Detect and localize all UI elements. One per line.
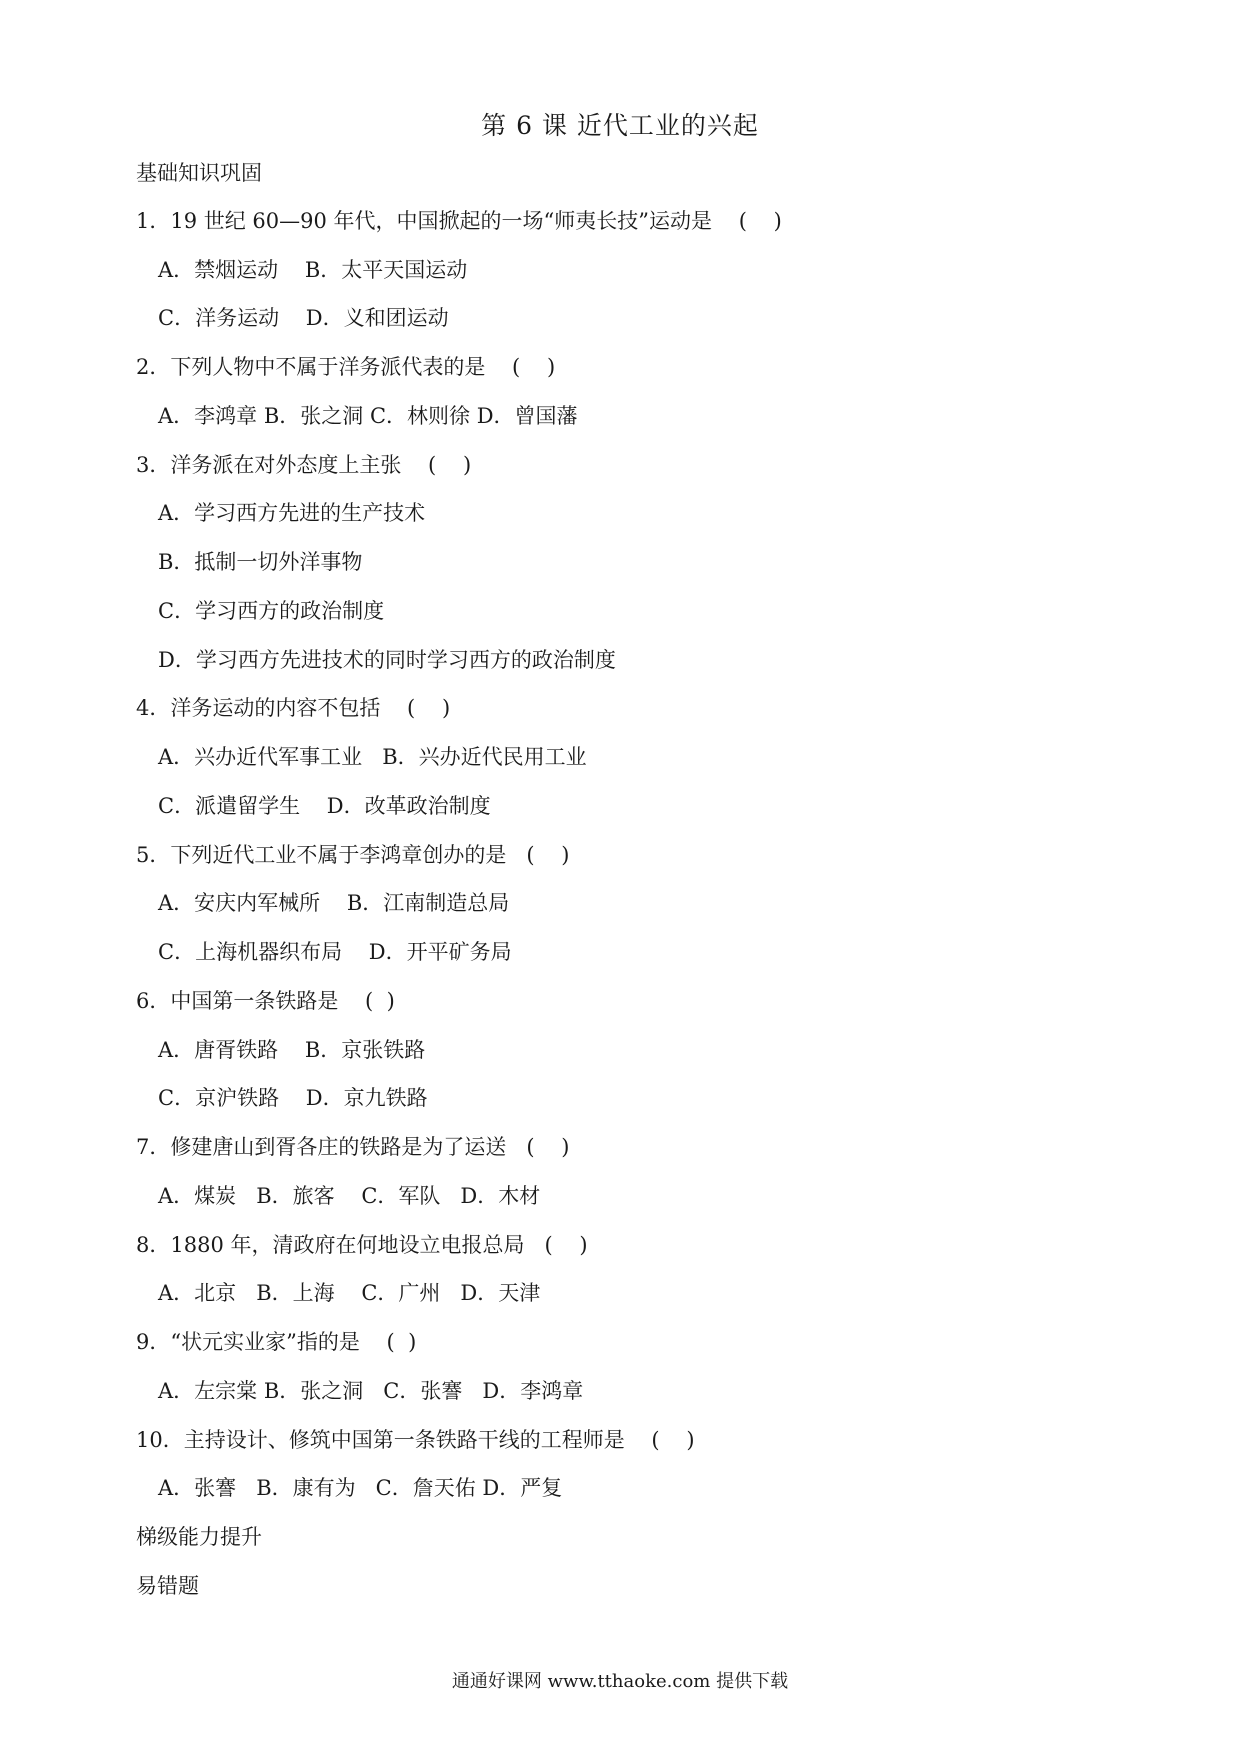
question-options: C．学习西方的政治制度 [158,599,385,623]
question-options: C．派遣留学生 D．改革政治制度 [158,794,491,818]
question-options: A．李鸿章 B．张之洞 C．林则徐 D．曾国藩 [158,404,578,428]
question-stem: 7．修建唐山到胥各庄的铁路是为了运送 ( ) [136,1135,570,1159]
question-stem: 8．1880 年，清政府在何地设立电报总局 ( ) [136,1233,588,1257]
question-options: A．北京 B．上海 C．广州 D．天津 [158,1281,541,1305]
question-options: A．煤炭 B．旅客 C．军队 D．木材 [158,1184,541,1208]
question-stem: 6．中国第一条铁路是 ( ) [136,989,395,1013]
page-footer: 通通好课网 www.tthaoke.com 提供下载 [451,1671,789,1692]
section-heading-advanced: 梯级能力提升 [136,1525,262,1549]
question-stem: 1．19 世纪 60—90 年代，中国掀起的一场“师夷长技”运动是 ( ) [136,209,782,233]
question-options: C．洋务运动 D．义和团运动 [158,306,449,330]
question-stem: 9．“状元实业家”指的是 ( ) [136,1330,417,1354]
question-options: A．禁烟运动 B．太平天国运动 [158,258,468,282]
question-options: A．张謇 B．康有为 C．詹天佑 D．严复 [158,1476,563,1500]
question-options: A．左宗棠 B．张之洞 C．张謇 D．李鸿章 [158,1379,584,1403]
question-stem: 5．下列近代工业不属于李鸿章创办的是 ( ) [136,843,570,867]
question-stem: 10．主持设计、修筑中国第一条铁路干线的工程师是 ( ) [136,1428,695,1452]
lesson-title: 第 6 课 近代工业的兴起 [481,111,759,140]
question-options: C．京沪铁路 D．京九铁路 [158,1086,428,1110]
question-options: B．抵制一切外洋事物 [158,550,363,574]
question-options: C．上海机器织布局 D．开平矿务局 [158,940,512,964]
question-stem: 4．洋务运动的内容不包括 ( ) [136,696,451,720]
question-options: A．学习西方先进的生产技术 [158,501,426,525]
question-stem: 2．下列人物中不属于洋务派代表的是 ( ) [136,355,556,379]
question-options: A．兴办近代军事工业 B．兴办近代民用工业 [158,745,587,769]
section-heading-basic: 基础知识巩固 [136,161,262,185]
section-heading-error: 易错题 [136,1574,199,1598]
question-options: D．学习西方先进技术的同时学习西方的政治制度 [158,648,616,672]
question-stem: 3．洋务派在对外态度上主张 ( ) [136,453,472,477]
question-options: A．唐胥铁路 B．京张铁路 [158,1038,426,1062]
question-options: A．安庆内军械所 B．江南制造总局 [158,891,510,915]
